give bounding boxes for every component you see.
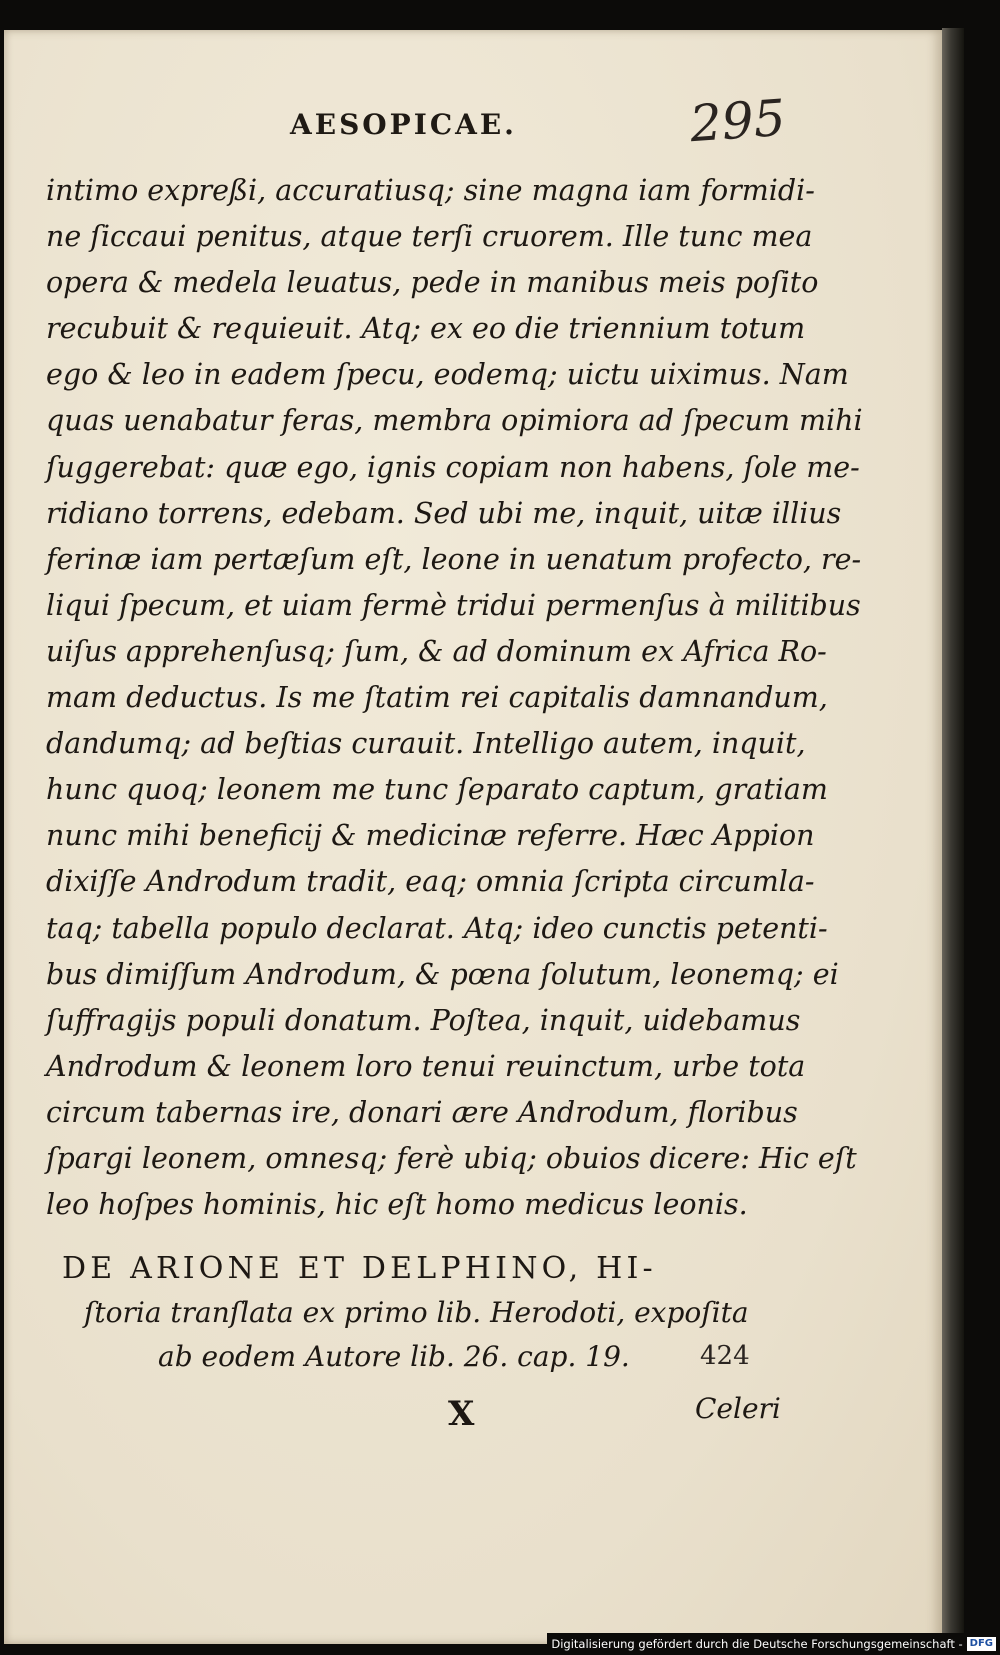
text-line: liqui ſpecum, et uiam fermè tridui permenſus à militibus bbox=[46, 588, 861, 622]
text-line: ſuffragijs populi donatum. Poſtea, inquit, uidebamus bbox=[46, 1003, 801, 1037]
folio-number: 295 bbox=[688, 88, 788, 154]
text-line: intimo expreßi, accuratiusq; sine magna iam formidi- bbox=[46, 174, 815, 207]
funding-notice bbox=[547, 1633, 1000, 1655]
dfg-logo: DFG bbox=[967, 1637, 996, 1651]
text-line: ſpargi leonem, omnesq; ferè ubiq; obuios dicere: Hic eſt bbox=[46, 1141, 857, 1175]
text-line: hunc quoq; leonem me tunc ſeparato captum, gratiam bbox=[46, 773, 828, 807]
heading-line: ab eodem Autore lib. 26. cap. 19. bbox=[158, 1340, 630, 1373]
section-heading bbox=[62, 1247, 782, 1379]
text-line: circum tabernas ire, donari ære Androdum, floribus bbox=[46, 1095, 798, 1129]
text-line: Androdum & leonem loro tenui reuinctum, urbe tota bbox=[46, 1049, 806, 1083]
heading-line: DE ARIONE ET DELPHINO, HI- bbox=[62, 1251, 657, 1286]
text-line: leo hoſpes hominis, hic eſt homo medicus leonis. bbox=[46, 1188, 748, 1222]
text-line: dixiſſe Androdum tradit, eaq; omnia ſcripta circumla- bbox=[46, 865, 815, 899]
body-text bbox=[46, 168, 863, 1228]
funding-text: Digitalisierung gefördert durch die Deutsche Forschungsgemeinschaft - bbox=[551, 1637, 963, 1651]
text-line: opera & medela leuatus, pede in manibus meis poſito bbox=[46, 266, 819, 300]
text-line: uiſus apprehenſusq; ſum, & ad dominum ex Africa Ro- bbox=[46, 634, 827, 668]
signature-mark: X bbox=[448, 1394, 475, 1434]
text-line: mam deductus. Is me ſtatim rei capitalis damnandum, bbox=[46, 681, 828, 715]
text-line: nunc mihi beneficij & medicinæ referre. Hæc Appion bbox=[46, 819, 815, 853]
text-line: ego & leo in eadem ſpecu, eodemq; uictu uiximus. Nam bbox=[46, 358, 849, 392]
text-line: taq; tabella populo declarat. Atq; ideo cunctis petenti- bbox=[46, 911, 828, 945]
heading-line: ſtoria tranſlata ex primo lib. Herodoti, expoſita bbox=[84, 1296, 749, 1329]
fore-edge bbox=[942, 28, 964, 1648]
text-line: recubuit & requieuit. Atq; ex eo die triennium totum bbox=[46, 312, 806, 346]
margin-note: 424 bbox=[700, 1341, 750, 1371]
text-line: ridiano torrens, edebam. Sed ubi me, inquit, uitæ illius bbox=[46, 496, 842, 530]
text-line: ferinæ iam pertæſum eſt, leone in uenatum profecto, re- bbox=[46, 542, 862, 576]
text-line: bus dimiſſum Androdum, & pœna ſolutum, leonemq; ei bbox=[46, 957, 839, 991]
running-head: AESOPICAE. bbox=[290, 108, 517, 141]
catchword: Celeri bbox=[695, 1392, 781, 1425]
text-line: quas uenabatur feras, membra opimiora ad ſpecum mihi bbox=[46, 404, 863, 438]
text-line: ne ſiccaui penitus, atque terſi cruorem. Ille tunc mea bbox=[46, 220, 813, 254]
text-line: dandumq; ad beſtias curauit. Intelligo autem, inquit, bbox=[46, 727, 806, 761]
text-line: ſuggerebat: quæ ego, ignis copiam non habens, ſole me- bbox=[46, 450, 860, 484]
